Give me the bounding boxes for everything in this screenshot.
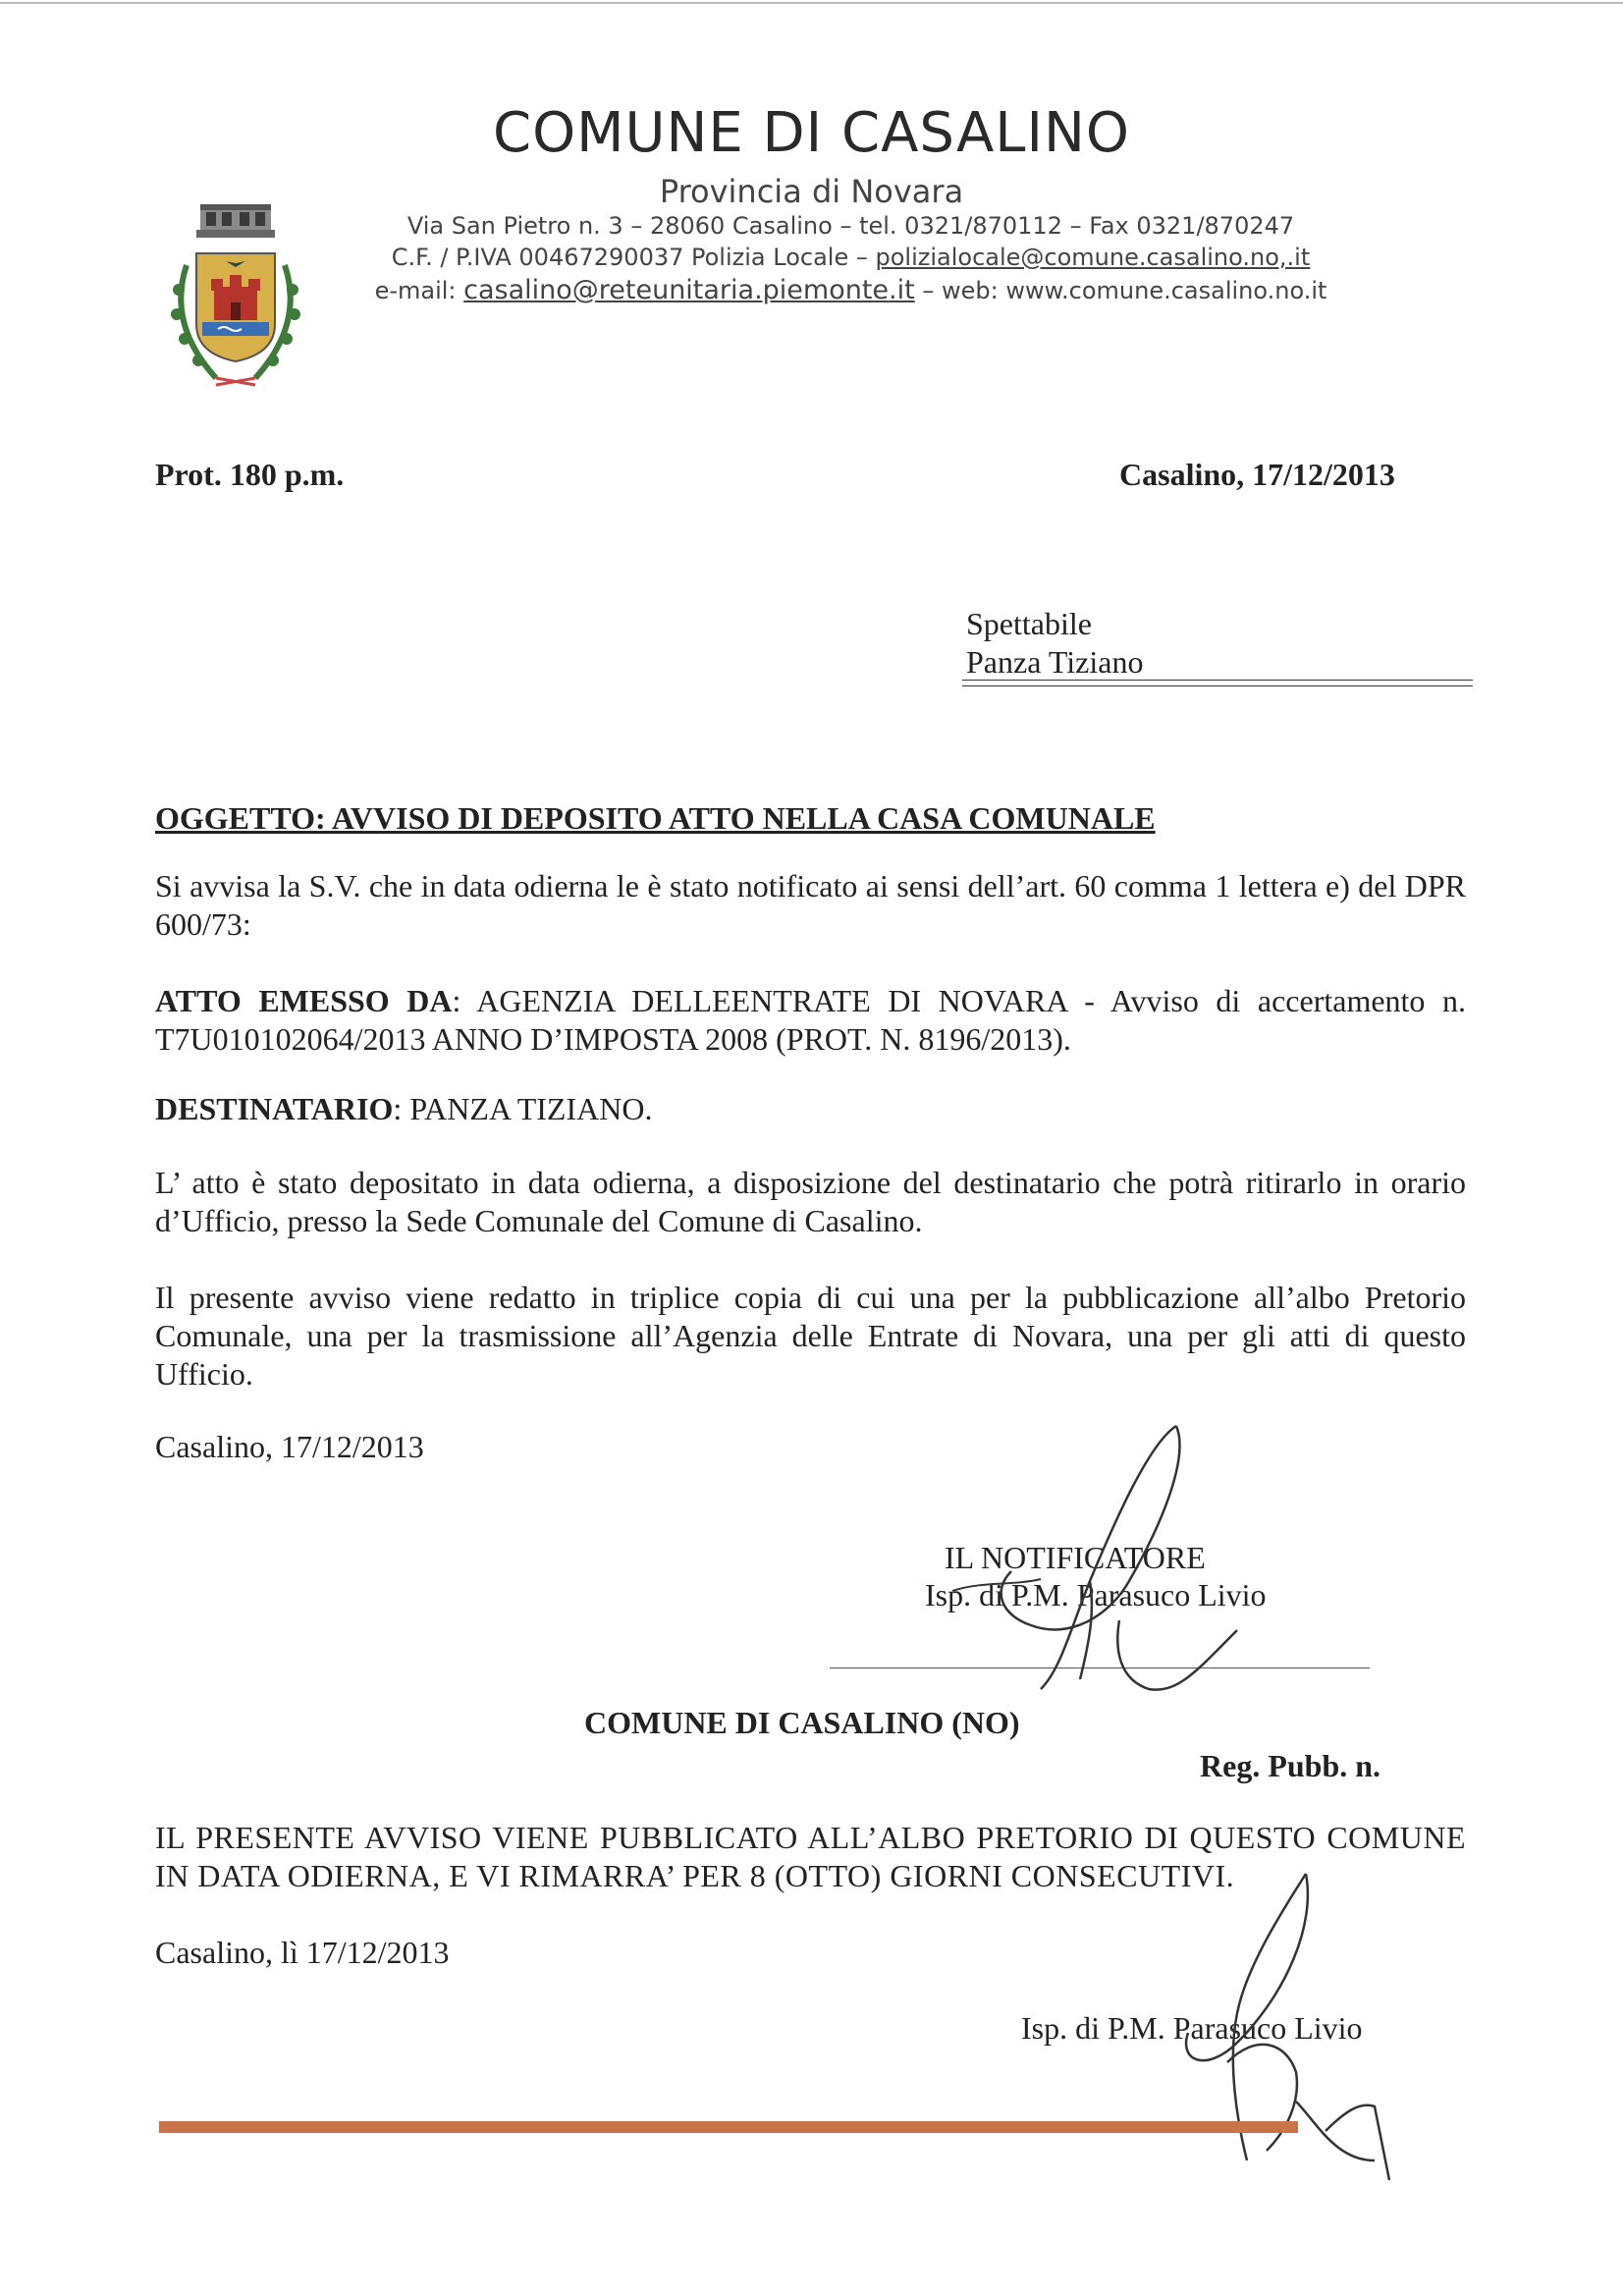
- tax-code-text: C.F. / P.IVA 00467290037 Polizia Locale –: [391, 244, 876, 271]
- notice-paragraph: Si avvisa la S.V. che in data odierna le è stato notificato ai sensi dell’art. 60 comma 1 lettera e) del DPR 600/73:: [155, 868, 1466, 942]
- protocol-number: Prot. 180 p.m.: [155, 457, 345, 492]
- recipient-text: : PANZA TIZIANO.: [393, 1091, 653, 1126]
- recipient-label: DESTINATARIO: [155, 1091, 394, 1126]
- issuing-act-text: : AGENZIA DELLEENTRATE DI NOVARA - Avviso di accertamento n. T7U010102064/2013 ANNO D’IMPOSTA 2008 (PROT. N. 8196/2013).: [155, 983, 1467, 1057]
- letter-date: Casalino, 17/12/2013: [1119, 457, 1395, 492]
- publication-text: IL PRESENTE AVVISO VIENE PUBBLICATO ALL’ALBO PRETORIO DI QUESTO COMUNE IN DATA ODIERNA, E VI RIMARRA’ PER 8 (OTTO) GIORNI CONSECUTIVI.: [155, 1820, 1466, 1893]
- coat-of-arms-icon: [157, 196, 314, 398]
- publication-date: Casalino, lì 17/12/2013: [155, 1935, 450, 1970]
- recipient-salutation: Spettabile: [966, 606, 1092, 641]
- recipient-underline-2: [962, 685, 1473, 686]
- address-line: Via San Pietro n. 3 – 28060 Casalino – tel. 0321/870112 – Fax 0321/870247: [406, 212, 1295, 240]
- notice-date: Casalino, 17/12/2013: [155, 1429, 424, 1464]
- email-label: e-mail:: [374, 277, 464, 304]
- top-edge-line: [0, 2, 1623, 4]
- recipient-paragraph: [155, 1090, 1466, 1128]
- municipality-footer: COMUNE DI CASALINO (NO): [584, 1705, 1020, 1740]
- recipient-name: Panza Tiziano: [966, 644, 1144, 680]
- issuing-act-label: ATTO EMESSO DA: [155, 983, 453, 1018]
- notifier-role: IL NOTIFICATORE: [945, 1540, 1206, 1575]
- police-email-link[interactable]: polizialocale@comune.casalino.no,.it: [875, 244, 1311, 271]
- notifier-name: Isp. di P.M. Parasuco Livio: [925, 1577, 1267, 1613]
- province-line: Provincia di Novara: [659, 173, 964, 210]
- publication-register: Reg. Pubb. n.: [1200, 1748, 1381, 1783]
- handwritten-signature-2: [1090, 1866, 1404, 2190]
- triplicate-paragraph: Il presente avviso viene redatto in triplice copia di cui una per la pubblicazione all’albo Pretorio Comunale, una per la trasmissione all’Agenzia delle Entrate di Novara, una per gli atti di questo Ufficio.: [155, 1280, 1466, 1392]
- municipality-title: COMUNE DI CASALINO: [493, 101, 1130, 165]
- deposit-paragraph: L’ atto è stato depositato in data odierna, a disposizione del destinatario che potrà ritirarlo in orario d’Ufficio, presso la Sede Comunale del Comune di Casalino.: [155, 1165, 1466, 1238]
- web-text: – web: www.comune.casalino.no.it: [914, 277, 1327, 304]
- recipient-underline-1: [962, 680, 1473, 681]
- email-link[interactable]: casalino@reteunitaria.piemonte.it: [463, 275, 915, 305]
- issuing-act-paragraph: [155, 982, 1466, 1059]
- footer-bar: [159, 2121, 1298, 2133]
- handwritten-signature-1: [923, 1414, 1276, 1728]
- publication-signer: Isp. di P.M. Parasuco Livio: [1021, 2010, 1363, 2046]
- subject-heading: OGGETTO: AVVISO DI DEPOSITO ATTO NELLA CASA COMUNALE: [155, 800, 1156, 836]
